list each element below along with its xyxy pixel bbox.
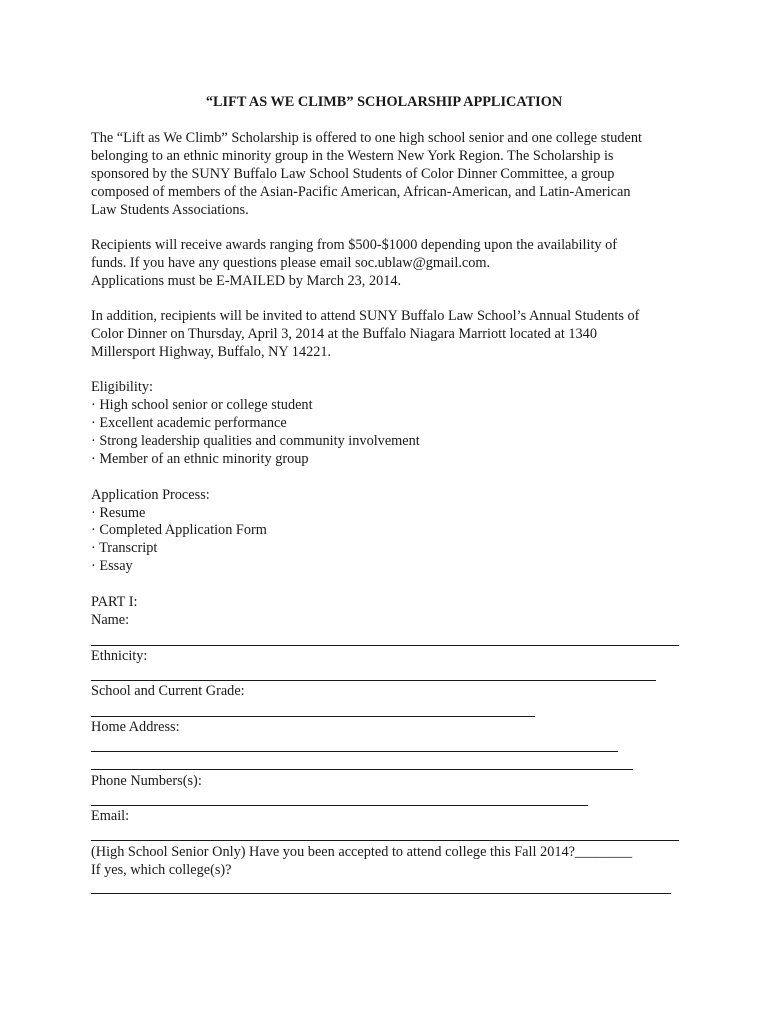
school-grade-label: School and Current Grade: [91,683,245,699]
phone-numbers-label: Phone Numbers(s): [91,773,202,789]
email-field-line[interactable] [91,840,679,841]
phone-numbers-field-line[interactable] [91,805,588,806]
school-grade-field-line[interactable] [91,716,535,717]
process-item: · Transcript [91,540,158,556]
eligibility-item: · Member of an ethnic minority group [91,451,309,467]
dinner-line: Millersport Highway, Buffalo, NY 14221. [91,344,332,360]
college-accepted-question[interactable]: (High School Senior Only) Have you been accepted to attend college this Fall 2014?________ [91,844,633,860]
awards-line: Recipients will receive awards ranging from $500-$1000 depending upon the availability of [91,237,618,253]
process-item: · Essay [91,558,133,574]
intro-line: The “Lift as We Climb” Scholarship is offered to one high school senior and one college student [91,130,643,146]
ethnicity-label: Ethnicity: [91,648,148,664]
process-item: · Completed Application Form [91,522,267,538]
dinner-line: Color Dinner on Thursday, April 3, 2014 at the Buffalo Niagara Marriott located at 1340 [91,326,597,342]
home-address-label: Home Address: [91,719,180,735]
intro-line: sponsored by the SUNY Buffalo Law School Students of Color Dinner Committee, a group [91,166,615,182]
name-field-line[interactable] [91,645,679,646]
intro-line: belonging to an ethnic minority group in the Western New York Region. The Scholarship is [91,148,614,164]
which-college-label: If yes, which college(s)? [91,862,232,878]
awards-line: funds. If you have any questions please email soc.ublaw@gmail.com. [91,255,491,271]
intro-line: Law Students Associations. [91,202,249,218]
deadline-line: Applications must be E-MAILED by March 23, 2014. [91,273,402,289]
eligibility-item: · Strong leadership qualities and community involvement [91,433,420,449]
dinner-line: In addition, recipients will be invited to attend SUNY Buffalo Law School’s Annual Students of [91,308,640,324]
which-college-field-line[interactable] [91,893,671,894]
process-heading: Application Process: [91,487,210,503]
home-address-field-line-1[interactable] [91,751,618,752]
eligibility-item: · High school senior or college student [91,397,313,413]
process-item: · Resume [91,505,146,521]
name-label: Name: [91,612,130,628]
home-address-field-line-2[interactable] [91,769,633,770]
eligibility-heading: Eligibility: [91,379,153,395]
ethnicity-field-line[interactable] [91,680,656,681]
document-title: “LIFT AS WE CLIMB” SCHOLARSHIP APPLICATION [205,94,563,110]
part1-heading: PART I: [91,594,138,610]
email-label: Email: [91,808,130,824]
eligibility-item: · Excellent academic performance [91,415,287,431]
intro-line: composed of members of the Asian-Pacific American, African-American, and Latin-American [91,184,631,200]
